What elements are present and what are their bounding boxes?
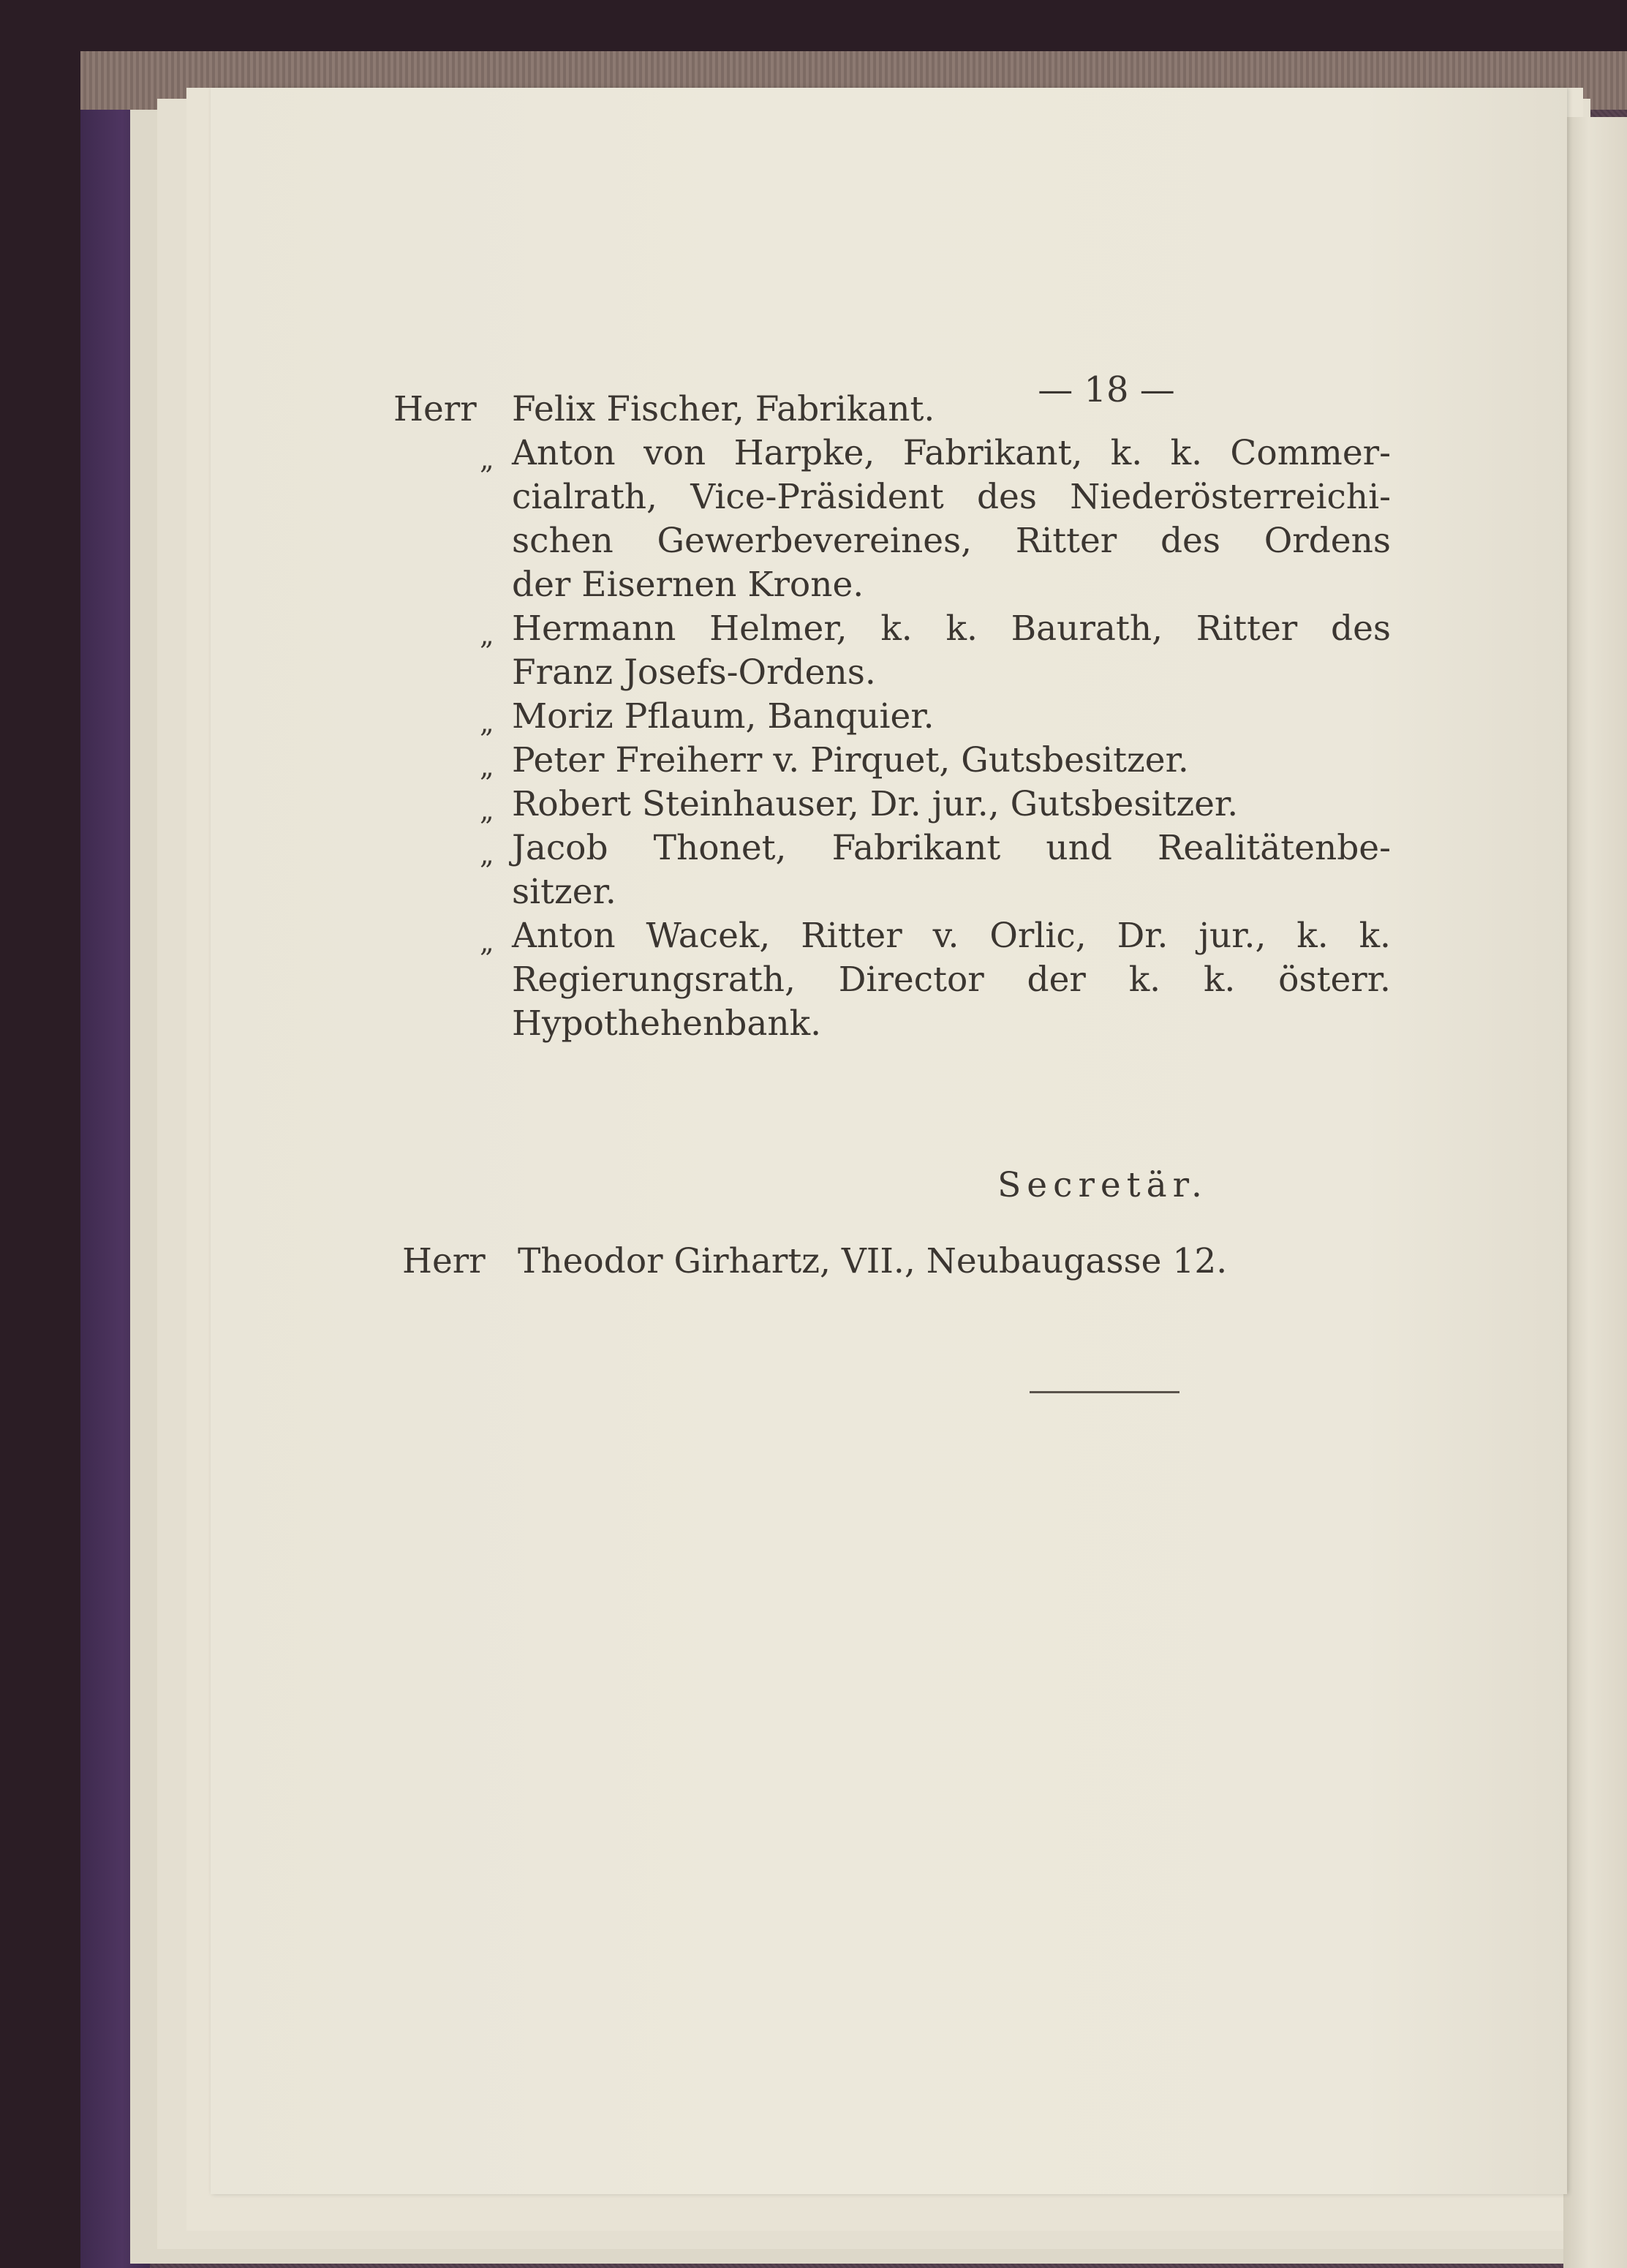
secretary-line: Theodor Girhartz, VII., Neubaugasse 12.	[518, 1241, 1228, 1281]
entry-line: Regierungsrath, Director der k. k. österr.	[512, 960, 1391, 1000]
entry-line: Robert Steinhauser, Dr. jur., Gutsbesitzer.	[512, 784, 1239, 824]
entry-line: Hermann Helmer, k. k. Baurath, Ritter des	[512, 609, 1391, 649]
book-page	[211, 88, 1567, 2194]
closing-rule	[1030, 1391, 1179, 1393]
ditto-mark: „	[480, 794, 494, 826]
secretary-prefix: Herr	[402, 1241, 486, 1281]
section-heading: Secretär.	[997, 1165, 1208, 1205]
entry-line: Anton Wacek, Ritter v. Orlic, Dr. jur., k. k.	[512, 916, 1391, 956]
entry-line: sitzer.	[512, 872, 616, 912]
entry-line: Hypothehenbank.	[512, 1003, 822, 1044]
entry-line: Franz Josefs-Ordens.	[512, 652, 876, 693]
entry-line: schen Gewerbevereines, Ritter des Ordens	[512, 521, 1391, 561]
ditto-mark: „	[480, 619, 494, 651]
ditto-mark: „	[480, 707, 494, 739]
entry-line: Moriz Pflaum, Banquier.	[512, 696, 935, 736]
entry-line: der Eisernen Krone.	[512, 565, 864, 605]
entry-line: cialrath, Vice-Präsident des Niederösterreichi-	[512, 477, 1391, 517]
ditto-mark: „	[480, 750, 494, 783]
entry-line: Anton von Harpke, Fabrikant, k. k. Commer-	[512, 433, 1391, 473]
ditto-mark: „	[480, 926, 494, 958]
entry-prefix: Herr	[393, 389, 477, 429]
facing-page-edge	[1563, 117, 1627, 2268]
entry-line: Jacob Thonet, Fabrikant und Realitätenbe-	[512, 828, 1391, 868]
ditto-mark: „	[480, 838, 494, 870]
entry-line: Peter Freiherr v. Pirquet, Gutsbesitzer.	[512, 740, 1189, 780]
entry-line: Felix Fischer, Fabrikant.	[512, 389, 935, 429]
page-number: — 18 —	[1038, 369, 1175, 410]
ditto-mark: „	[480, 443, 494, 475]
